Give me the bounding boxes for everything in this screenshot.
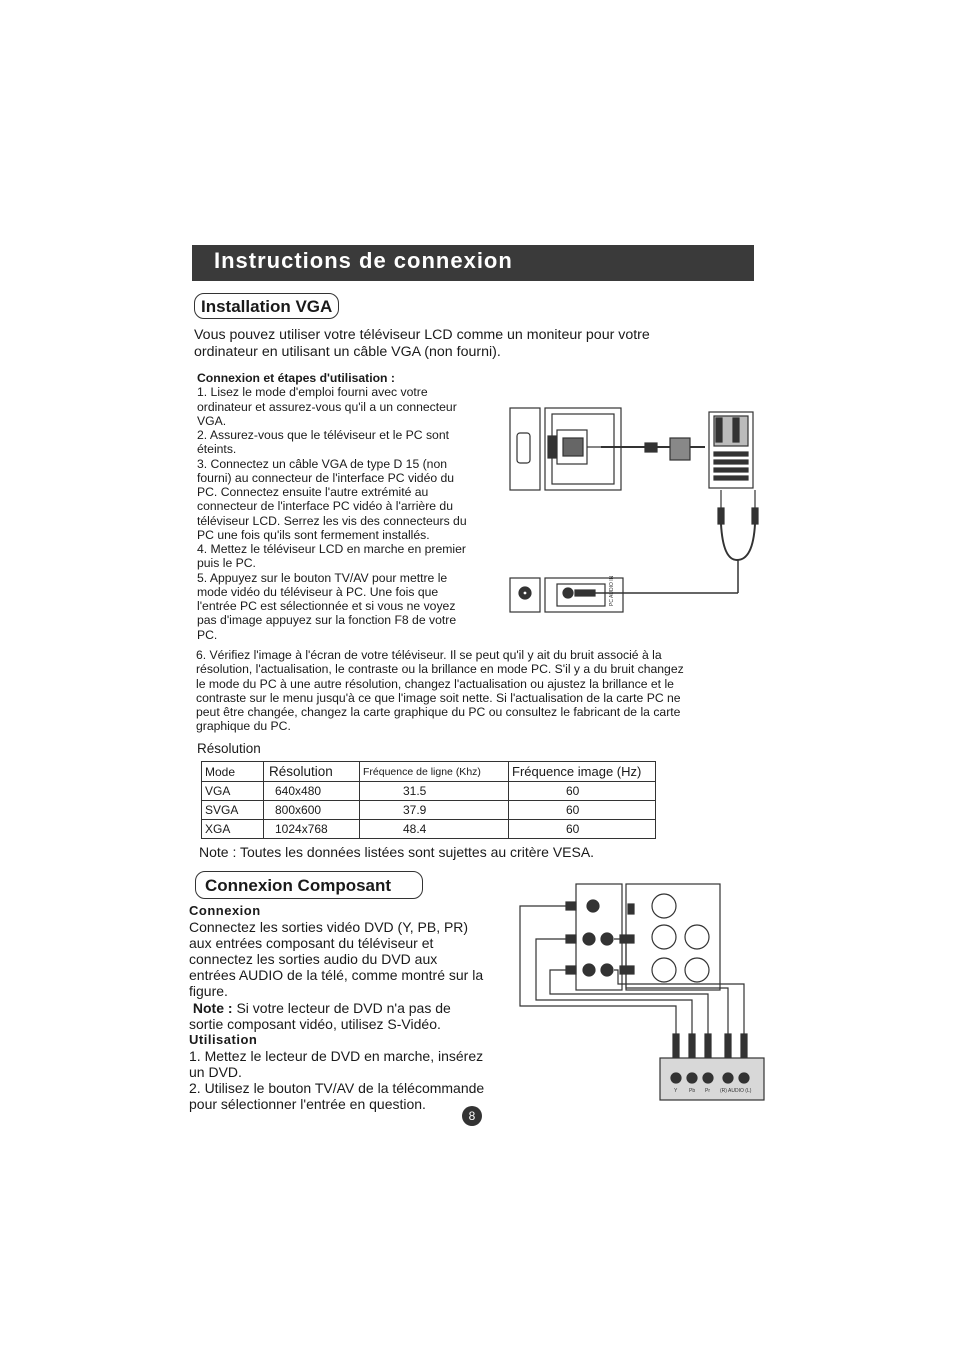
vga-intro-line: Vous pouvez utiliser votre téléviseur LCD comme un moniteur pour votre	[194, 327, 650, 343]
note-label: Note :	[192, 999, 233, 1016]
pr-label: Pr	[705, 1088, 710, 1094]
resolution-label: Résolution	[197, 741, 261, 756]
step-line: 1. Lisez le mode d'emploi fourni avec votre	[197, 385, 428, 400]
connexion-line: figure.	[189, 983, 228, 1000]
step6-line: contraste sur le menu jusqu'à ce que l'image soit nette. Si l'actualisation de la carte PC ne	[196, 690, 681, 705]
step-line: 2. Assurez-vous que le téléviseur et le PC sont	[197, 428, 450, 442]
usage-line: 2. Utilisez le bouton TV/AV de la télécommande	[189, 1080, 485, 1097]
page-number-badge: 8	[462, 1106, 482, 1126]
note-line: sortie composant vidéo, utilisez S-Vidéo.	[189, 1015, 441, 1032]
vga-connection-diagram	[505, 400, 765, 620]
connexion-heading: Connexion	[189, 903, 261, 918]
component-note	[189, 1000, 519, 1016]
vga-port-icon	[517, 433, 530, 463]
vga-section-title: Installation VGA	[194, 293, 339, 319]
step6-line: peut être changée, changez la carte graphique du PC ou consultez le fabricant de la carte	[196, 705, 681, 720]
step-line: l'entrée PC est sélectionnée et si vous ne voyez	[197, 599, 456, 613]
component-section-title: Connexion Composant	[195, 871, 423, 899]
resolution-table	[201, 761, 656, 839]
table-cell: 31.5	[360, 782, 509, 801]
step6-line: résolution, l'actualisation, le contraste ou la brillance en mode PC. S'il y a du bruit changez	[196, 662, 684, 677]
table-cell: 640x480	[264, 782, 360, 801]
usage-line: un DVD.	[189, 1063, 242, 1080]
tv-side-panel	[510, 408, 540, 490]
table-cell: 60	[509, 782, 656, 801]
vga-intro-line: ordinateur en utilisant un câble VGA (non fourni).	[194, 344, 501, 360]
vga-steps	[197, 371, 509, 642]
step-line: téléviseur LCD. Serrez les vis des connecteurs du	[197, 513, 467, 528]
step6-line: 6. Vérifiez l'image à l'écran de votre téléviseur. Il se peut qu'il y ait du bruit associé à la	[196, 648, 662, 662]
table-cell: XGA	[202, 820, 264, 839]
usage-heading: Utilisation	[189, 1031, 258, 1047]
pb-label: Pb	[689, 1088, 696, 1094]
step-line: VGA.	[197, 413, 227, 428]
step-line: 4. Mettez le téléviseur LCD en marche en premier	[197, 542, 466, 556]
table-header-cell: Fréquence de ligne (Khz)	[360, 762, 509, 782]
step-line: fourni) au connecteur de l'interface PC vidéo du	[197, 470, 455, 485]
step6-line: le mode du PC à une autre résolution, changez l'actualisation ou ajustez la brillance et le	[196, 676, 674, 691]
steps-heading: Connexion et étapes d'utilisation :	[197, 371, 395, 385]
step-line: mode vidéo du téléviseur à PC. Une fois que	[197, 584, 439, 599]
table-header-cell: Fréquence image (Hz)	[509, 762, 656, 782]
vga-step6	[196, 648, 758, 734]
table-header-row	[202, 762, 656, 782]
component-instructions	[189, 903, 519, 1112]
connexion-line: connectez les sorties audio du DVD aux	[189, 951, 438, 968]
step6-line: graphique du PC.	[196, 719, 291, 734]
step-line: PC une fois qu'ils sont fermement installés.	[197, 527, 430, 542]
step-line: ordinateur et assurez-vous qu'il a un connecteur	[197, 399, 457, 414]
usage-line: pour sélectionner l'entrée en question.	[189, 1096, 426, 1113]
step-line: 5. Appuyez sur le bouton TV/AV pour mettre le	[197, 570, 448, 585]
table-row	[202, 801, 656, 820]
page-title: Instructions de connexion	[214, 248, 513, 273]
connexion-line: entrées AUDIO de la télé, comme montré sur la	[189, 967, 484, 984]
table-cell: 60	[509, 820, 656, 839]
table-row	[202, 782, 656, 801]
audio-label: (R) AUDIO (L)	[720, 1088, 752, 1094]
table-header-cell: Mode	[202, 762, 264, 782]
table-cell: 60	[509, 801, 656, 820]
step-line: éteints.	[197, 442, 237, 457]
table-cell: 48.4	[360, 820, 509, 839]
component-connection-diagram	[516, 880, 768, 1104]
note-text: Si votre lecteur de DVD n'a pas de	[232, 999, 451, 1016]
usage-line: 1. Mettez le lecteur de DVD en marche, insérez	[189, 1047, 484, 1064]
table-header-cell: Résolution	[264, 762, 360, 782]
table-cell: 1024x768	[264, 820, 360, 839]
connexion-line: Connectez les sorties vidéo DVD (Y, PB, PR)	[189, 919, 469, 936]
pc-audio-in-label: PC AUDIO IN	[609, 575, 615, 606]
step-line: PC.	[197, 627, 218, 642]
y-label: Y	[674, 1088, 678, 1094]
page-title-bar	[192, 245, 754, 281]
step-line: puis le PC.	[197, 556, 256, 571]
table-cell: 800x600	[264, 801, 360, 820]
table-cell: SVGA	[202, 801, 264, 820]
step-line: PC. Connectez ensuite l'autre extrémité au	[197, 485, 429, 499]
vga-intro	[194, 327, 754, 361]
table-row	[202, 820, 656, 839]
step-line: 3. Connectez un câble VGA de type D 15 (non	[197, 456, 448, 471]
tv-audio-panel	[626, 884, 720, 990]
connexion-line: aux entrées composant du téléviseur et	[189, 935, 434, 952]
step-line: connecteur de l'interface PC vidéo à l'arrière du	[197, 499, 453, 514]
step-line: pas d'image appuyez sur la fonction F8 de votre	[197, 613, 457, 628]
table-cell: VGA	[202, 782, 264, 801]
table-cell: 37.9	[360, 801, 509, 820]
vesa-note: Note : Toutes les données listées sont sujettes au critère VESA.	[199, 844, 595, 860]
